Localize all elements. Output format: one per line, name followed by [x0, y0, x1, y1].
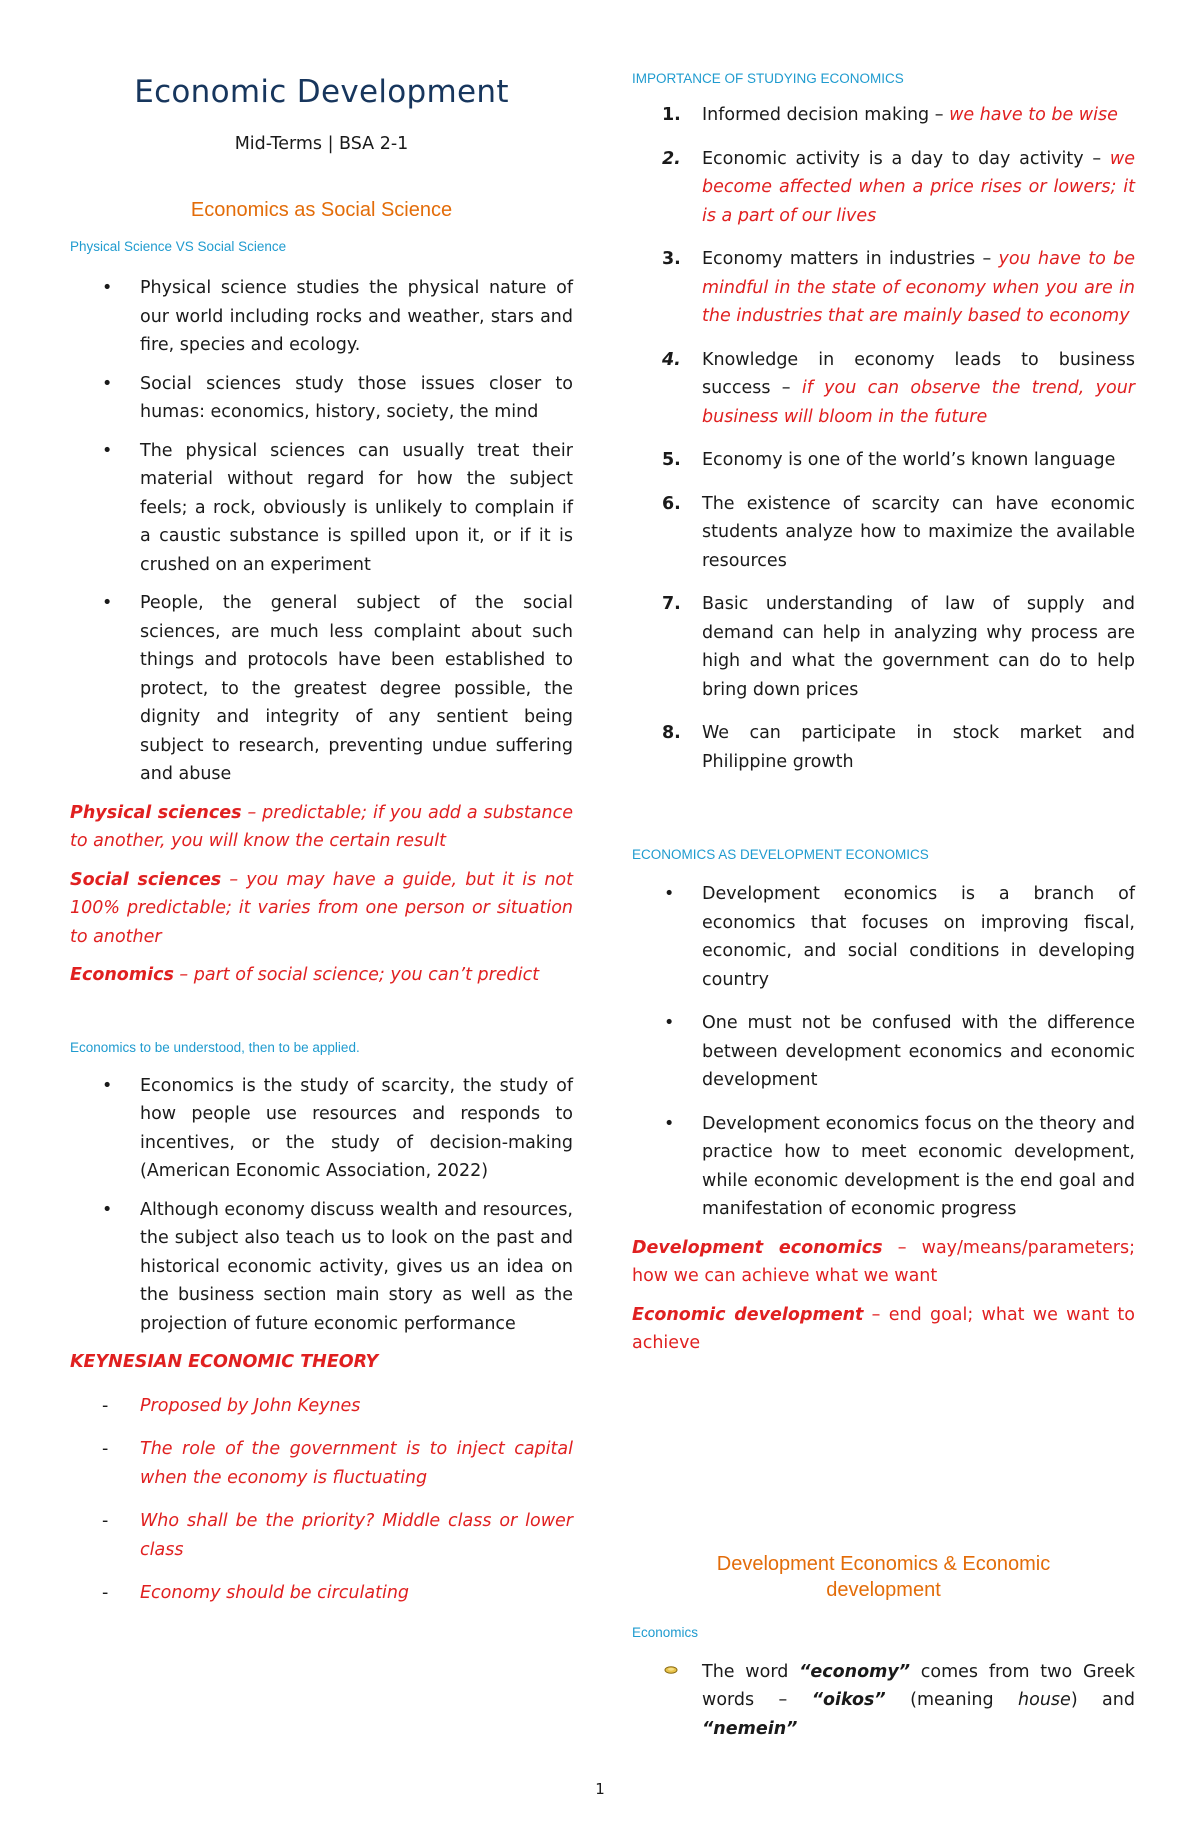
list-item: 1. Informed decision making – we have to be wise — [662, 105, 1118, 125]
subheading-understood-applied: Economics to be understood, then to be applied. — [70, 1039, 360, 1055]
bullet-list-economics — [70, 1072, 573, 1339]
bullet-icon: • — [102, 440, 113, 461]
list-item: 8. We can participate in stock market and Philippine growth — [662, 723, 1135, 772]
dash-marker: - — [102, 1511, 109, 1531]
list-item: - Economy should be circulating — [70, 1579, 573, 1608]
list-item: 5. Economy is one of the world’s known language — [662, 450, 1116, 470]
bullet-icon: • — [664, 1113, 675, 1134]
bullet-icon: • — [102, 593, 113, 613]
left-column — [70, 0, 573, 1608]
bullet-icon: • — [664, 884, 675, 904]
bullet-icon: • — [102, 1199, 113, 1220]
list-item: • Economics is the study of scarcity, the study of how people use resources and responds to incentives, or the study of decision-making (American Economic Association, 2022) — [70, 1072, 573, 1186]
heading-economics-social-science: Economics as Social Science — [190, 199, 453, 221]
definition-economics: Economics – part of social science; you can’t predict — [70, 965, 540, 985]
right-column — [632, 0, 1135, 1743]
list-item: • Physical science studies the physical nature of our world including rocks and weather, stars and fire, species and ecology. — [70, 274, 573, 360]
list-item: - The role of the government is to inject capital when the economy is fluctuating — [70, 1435, 573, 1492]
list-item: • The physical sciences can usually treat their material without regard for how the subject feels; a rock, obviously is unlikely to complain if a caustic substance is spilled upon it, or if it is crushed on an experiment — [70, 437, 573, 580]
bullet-list-development — [632, 880, 1135, 1224]
bullet-list-etymology — [632, 1658, 1135, 1744]
list-item: 3. Economy matters in industries – you have to be mindful in the state of economy when you are in the industries that are mainly based to economy — [662, 249, 1135, 326]
list-item: • Development economics is a branch of economics that focuses on improving fiscal, economic, and social conditions in developing country — [632, 880, 1135, 994]
subheading-physical-vs-social: Physical Science VS Social Science — [70, 239, 287, 254]
coin-bullet-icon — [664, 1665, 678, 1675]
list-item: The word “economy” comes from two Greek words – “oikos” (meaning house) and “nemein” — [632, 1658, 1135, 1744]
dash-marker: - — [102, 1395, 109, 1416]
list-item: - Who shall be the priority? Middle class or lower class — [70, 1507, 573, 1564]
bullet-icon: • — [664, 1013, 675, 1033]
bullet-list-sciences — [70, 274, 573, 789]
list-item: 7. Basic understanding of law of supply and demand can help in analyzing why process are high and what the government can do to help bring down prices — [662, 594, 1135, 700]
bullet-icon: • — [102, 373, 113, 394]
definition-economic-development: Economic development – end goal; what we want to achieve — [632, 1304, 1135, 1353]
bullet-icon: • — [102, 278, 113, 298]
list-item: • One must not be confused with the difference between development economics and economic development — [632, 1009, 1135, 1095]
dash-marker: - — [102, 1439, 109, 1459]
page-number: 1 — [595, 1780, 605, 1798]
list-item: 2. Economic activity is a day to day activity – we become affected when a price rises or lowers; it is a part of our lives — [662, 148, 1135, 226]
keynesian-list — [70, 1392, 573, 1608]
list-item: 6. The existence of scarcity can have economic students analyze how to maximize the available resources — [662, 493, 1135, 571]
list-item: - Proposed by John Keynes — [70, 1392, 573, 1421]
list-item: • Social sciences study those issues closer to humas: economics, history, society, the mind — [70, 370, 573, 427]
list-item: • Although economy discuss wealth and resources, the subject also teach us to look on the past and historical economic activity, gives us an idea on the business section main story as well as the projection of future economic performance — [70, 1196, 573, 1339]
keynesian-theory-title: KEYNESIAN ECONOMIC THEORY — [70, 1352, 379, 1372]
importance-list — [632, 101, 1135, 776]
subheading-development-economics: ECONOMICS AS DEVELOPMENT ECONOMICS — [632, 847, 929, 862]
definition-social-sciences: Social sciences – you may have a guide, but it is not 100% predictable; it varies from one person or situation to another — [70, 869, 573, 947]
definition-development-economics: Development economics – way/means/parameters; how we can achieve what we want — [632, 1237, 1135, 1286]
list-item: • Development economics focus on the theory and practice how to meet economic development, while economic development is the end goal and manifestation of economic progress — [632, 1110, 1135, 1224]
subheading-importance: IMPORTANCE OF STUDYING ECONOMICS — [632, 71, 904, 86]
definition-physical-sciences: Physical sciences – predictable; if you add a substance to another, you will know the certain result — [70, 802, 573, 851]
heading-development-vs-economic: Development Economics & Economic development — [716, 1552, 1051, 1601]
bullet-icon: • — [102, 1075, 113, 1096]
subheading-economics: Economics — [632, 1624, 699, 1640]
dash-marker: - — [102, 1583, 109, 1603]
document-title: Economic Development — [134, 74, 509, 110]
list-item: • People, the general subject of the social sciences, are much less complaint about such things and protocols have been established to protect, to the greatest degree possible, the dignity and integrity of any sentient being subject to research, preventing undue suffering and abuse — [70, 589, 573, 789]
list-item: 4. Knowledge in economy leads to business success – if you can observe the trend, your business will bloom in the future — [662, 349, 1135, 427]
document-subtitle: Mid-Terms | BSA 2-1 — [234, 134, 409, 154]
